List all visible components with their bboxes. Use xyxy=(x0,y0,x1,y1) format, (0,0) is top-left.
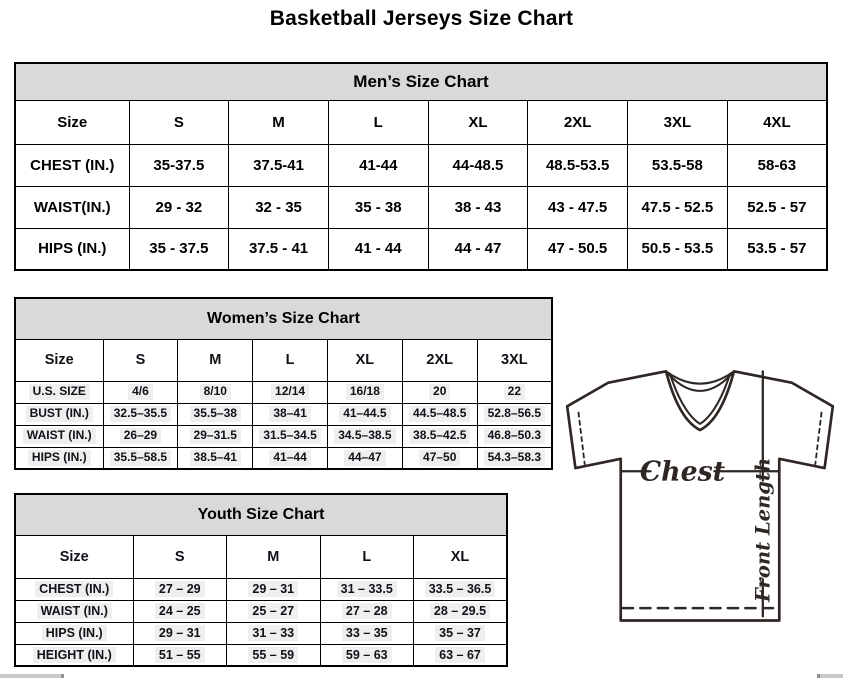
table-row xyxy=(15,381,552,403)
table-title: Women’s Size Chart xyxy=(15,298,552,339)
column-header: 2XL xyxy=(528,100,628,144)
column-header: M xyxy=(178,339,253,381)
scrollbar-fragment-left[interactable] xyxy=(0,674,64,678)
table-cell: 41–44.5 xyxy=(327,403,402,425)
table-cell: 37.5-41 xyxy=(229,144,329,186)
table-title: Youth Size Chart xyxy=(15,494,507,535)
table-cell: 46.8–50.3 xyxy=(477,425,552,447)
sleeve-seam-dashed-right xyxy=(815,413,821,464)
table-row xyxy=(15,144,827,186)
table-cell: 44 - 47 xyxy=(428,228,528,270)
table-cell: 29 – 31 xyxy=(133,622,227,644)
table-title: Men’s Size Chart xyxy=(15,63,827,100)
column-header: 4XL xyxy=(727,100,827,144)
table-cell: 50.5 - 53.5 xyxy=(628,228,728,270)
sleeve-seam-dashed-left xyxy=(579,413,585,464)
table-cell: 27 – 29 xyxy=(133,578,227,600)
row-label: BUST (IN.) xyxy=(15,403,103,425)
row-label: CHEST (IN.) xyxy=(15,144,129,186)
table-cell: 48.5-53.5 xyxy=(528,144,628,186)
table-cell: 32.5–35.5 xyxy=(103,403,178,425)
column-header: L xyxy=(328,100,428,144)
table-cell: 51 – 55 xyxy=(133,644,227,666)
collar-inner-v xyxy=(670,374,730,423)
table-cell: 44.5–48.5 xyxy=(402,403,477,425)
table-cell: 41 - 44 xyxy=(328,228,428,270)
jersey-diagram xyxy=(561,365,839,638)
column-header: L xyxy=(253,339,328,381)
column-header: S xyxy=(133,535,227,578)
row-label: HIPS (IN.) xyxy=(15,228,129,270)
table-row xyxy=(15,578,507,600)
table-cell: 59 – 63 xyxy=(320,644,414,666)
table-cell: 38 - 43 xyxy=(428,186,528,228)
collar-arc xyxy=(666,371,734,391)
table-row xyxy=(15,622,507,644)
row-label: WAIST(IN.) xyxy=(15,186,129,228)
column-header-size: Size xyxy=(15,100,129,144)
column-header-size: Size xyxy=(15,535,133,578)
row-label: U.S. SIZE xyxy=(15,381,103,403)
table-cell: 28 – 29.5 xyxy=(414,600,508,622)
table-cell: 38.5–42.5 xyxy=(402,425,477,447)
table-cell: 38–41 xyxy=(253,403,328,425)
table-cell: 35 – 37 xyxy=(414,622,508,644)
column-header-size: Size xyxy=(15,339,103,381)
table-cell: 53.5-58 xyxy=(628,144,728,186)
table-cell: 33.5 – 36.5 xyxy=(414,578,508,600)
jersey-outline xyxy=(567,371,833,620)
column-header: XL xyxy=(327,339,402,381)
table-row xyxy=(15,228,827,270)
column-header: S xyxy=(129,100,229,144)
table-cell: 29–31.5 xyxy=(178,425,253,447)
table-cell: 55 – 59 xyxy=(227,644,321,666)
table-cell: 12/14 xyxy=(253,381,328,403)
table-cell: 52.5 - 57 xyxy=(727,186,827,228)
table-cell: 34.5–38.5 xyxy=(327,425,402,447)
row-label: CHEST (IN.) xyxy=(15,578,133,600)
table-cell: 31 – 33 xyxy=(227,622,321,644)
table-cell: 53.5 - 57 xyxy=(727,228,827,270)
table-cell: 58-63 xyxy=(727,144,827,186)
womens-size-chart-table xyxy=(14,297,553,470)
column-header: L xyxy=(320,535,414,578)
table-cell: 41-44 xyxy=(328,144,428,186)
row-label: WAIST (IN.) xyxy=(15,425,103,447)
page-title: Basketball Jerseys Size Chart xyxy=(269,7,574,30)
table-row xyxy=(15,447,552,469)
table-row xyxy=(15,600,507,622)
row-label: HIPS (IN.) xyxy=(15,622,133,644)
table-cell: 29 – 31 xyxy=(227,578,321,600)
table-cell: 31.5–34.5 xyxy=(253,425,328,447)
table-cell: 24 – 25 xyxy=(133,600,227,622)
table-cell: 44-48.5 xyxy=(428,144,528,186)
table-cell: 22 xyxy=(477,381,552,403)
scrollbar-fragment-right[interactable] xyxy=(817,674,843,678)
table-cell: 32 - 35 xyxy=(229,186,329,228)
table-row xyxy=(15,425,552,447)
table-cell: 37.5 - 41 xyxy=(229,228,329,270)
table-cell: 38.5–41 xyxy=(178,447,253,469)
column-header: XL xyxy=(414,535,508,578)
front-length-label: Front Length xyxy=(751,457,775,602)
table-row xyxy=(15,644,507,666)
table-cell: 47 - 50.5 xyxy=(528,228,628,270)
row-label: HEIGHT (IN.) xyxy=(15,644,133,666)
table-cell: 47–50 xyxy=(402,447,477,469)
table-cell: 20 xyxy=(402,381,477,403)
table-cell: 54.3–58.3 xyxy=(477,447,552,469)
table-cell: 4/6 xyxy=(103,381,178,403)
table-cell: 33 – 35 xyxy=(320,622,414,644)
table-row xyxy=(15,186,827,228)
table-cell: 63 – 67 xyxy=(414,644,508,666)
table-cell: 41–44 xyxy=(253,447,328,469)
table-cell: 43 - 47.5 xyxy=(528,186,628,228)
youth-size-chart-table xyxy=(14,493,508,667)
table-cell: 8/10 xyxy=(178,381,253,403)
table-cell: 29 - 32 xyxy=(129,186,229,228)
chest-label: Chest xyxy=(639,456,726,488)
table-cell: 35.5–58.5 xyxy=(103,447,178,469)
table-row xyxy=(15,403,552,425)
column-header: 2XL xyxy=(402,339,477,381)
row-label: WAIST (IN.) xyxy=(15,600,133,622)
column-header: M xyxy=(229,100,329,144)
table-cell: 26–29 xyxy=(103,425,178,447)
column-header: M xyxy=(227,535,321,578)
column-header: 3XL xyxy=(477,339,552,381)
table-cell: 35-37.5 xyxy=(129,144,229,186)
column-header: XL xyxy=(428,100,528,144)
table-cell: 31 – 33.5 xyxy=(320,578,414,600)
mens-size-chart-table xyxy=(14,62,828,271)
table-cell: 47.5 - 52.5 xyxy=(628,186,728,228)
row-label: HIPS (IN.) xyxy=(15,447,103,469)
table-cell: 35.5–38 xyxy=(178,403,253,425)
table-cell: 27 – 28 xyxy=(320,600,414,622)
table-cell: 52.8–56.5 xyxy=(477,403,552,425)
table-cell: 35 - 38 xyxy=(328,186,428,228)
table-cell: 44–47 xyxy=(327,447,402,469)
column-header: 3XL xyxy=(628,100,728,144)
column-header: S xyxy=(103,339,178,381)
table-cell: 35 - 37.5 xyxy=(129,228,229,270)
table-cell: 25 – 27 xyxy=(227,600,321,622)
table-cell: 16/18 xyxy=(327,381,402,403)
